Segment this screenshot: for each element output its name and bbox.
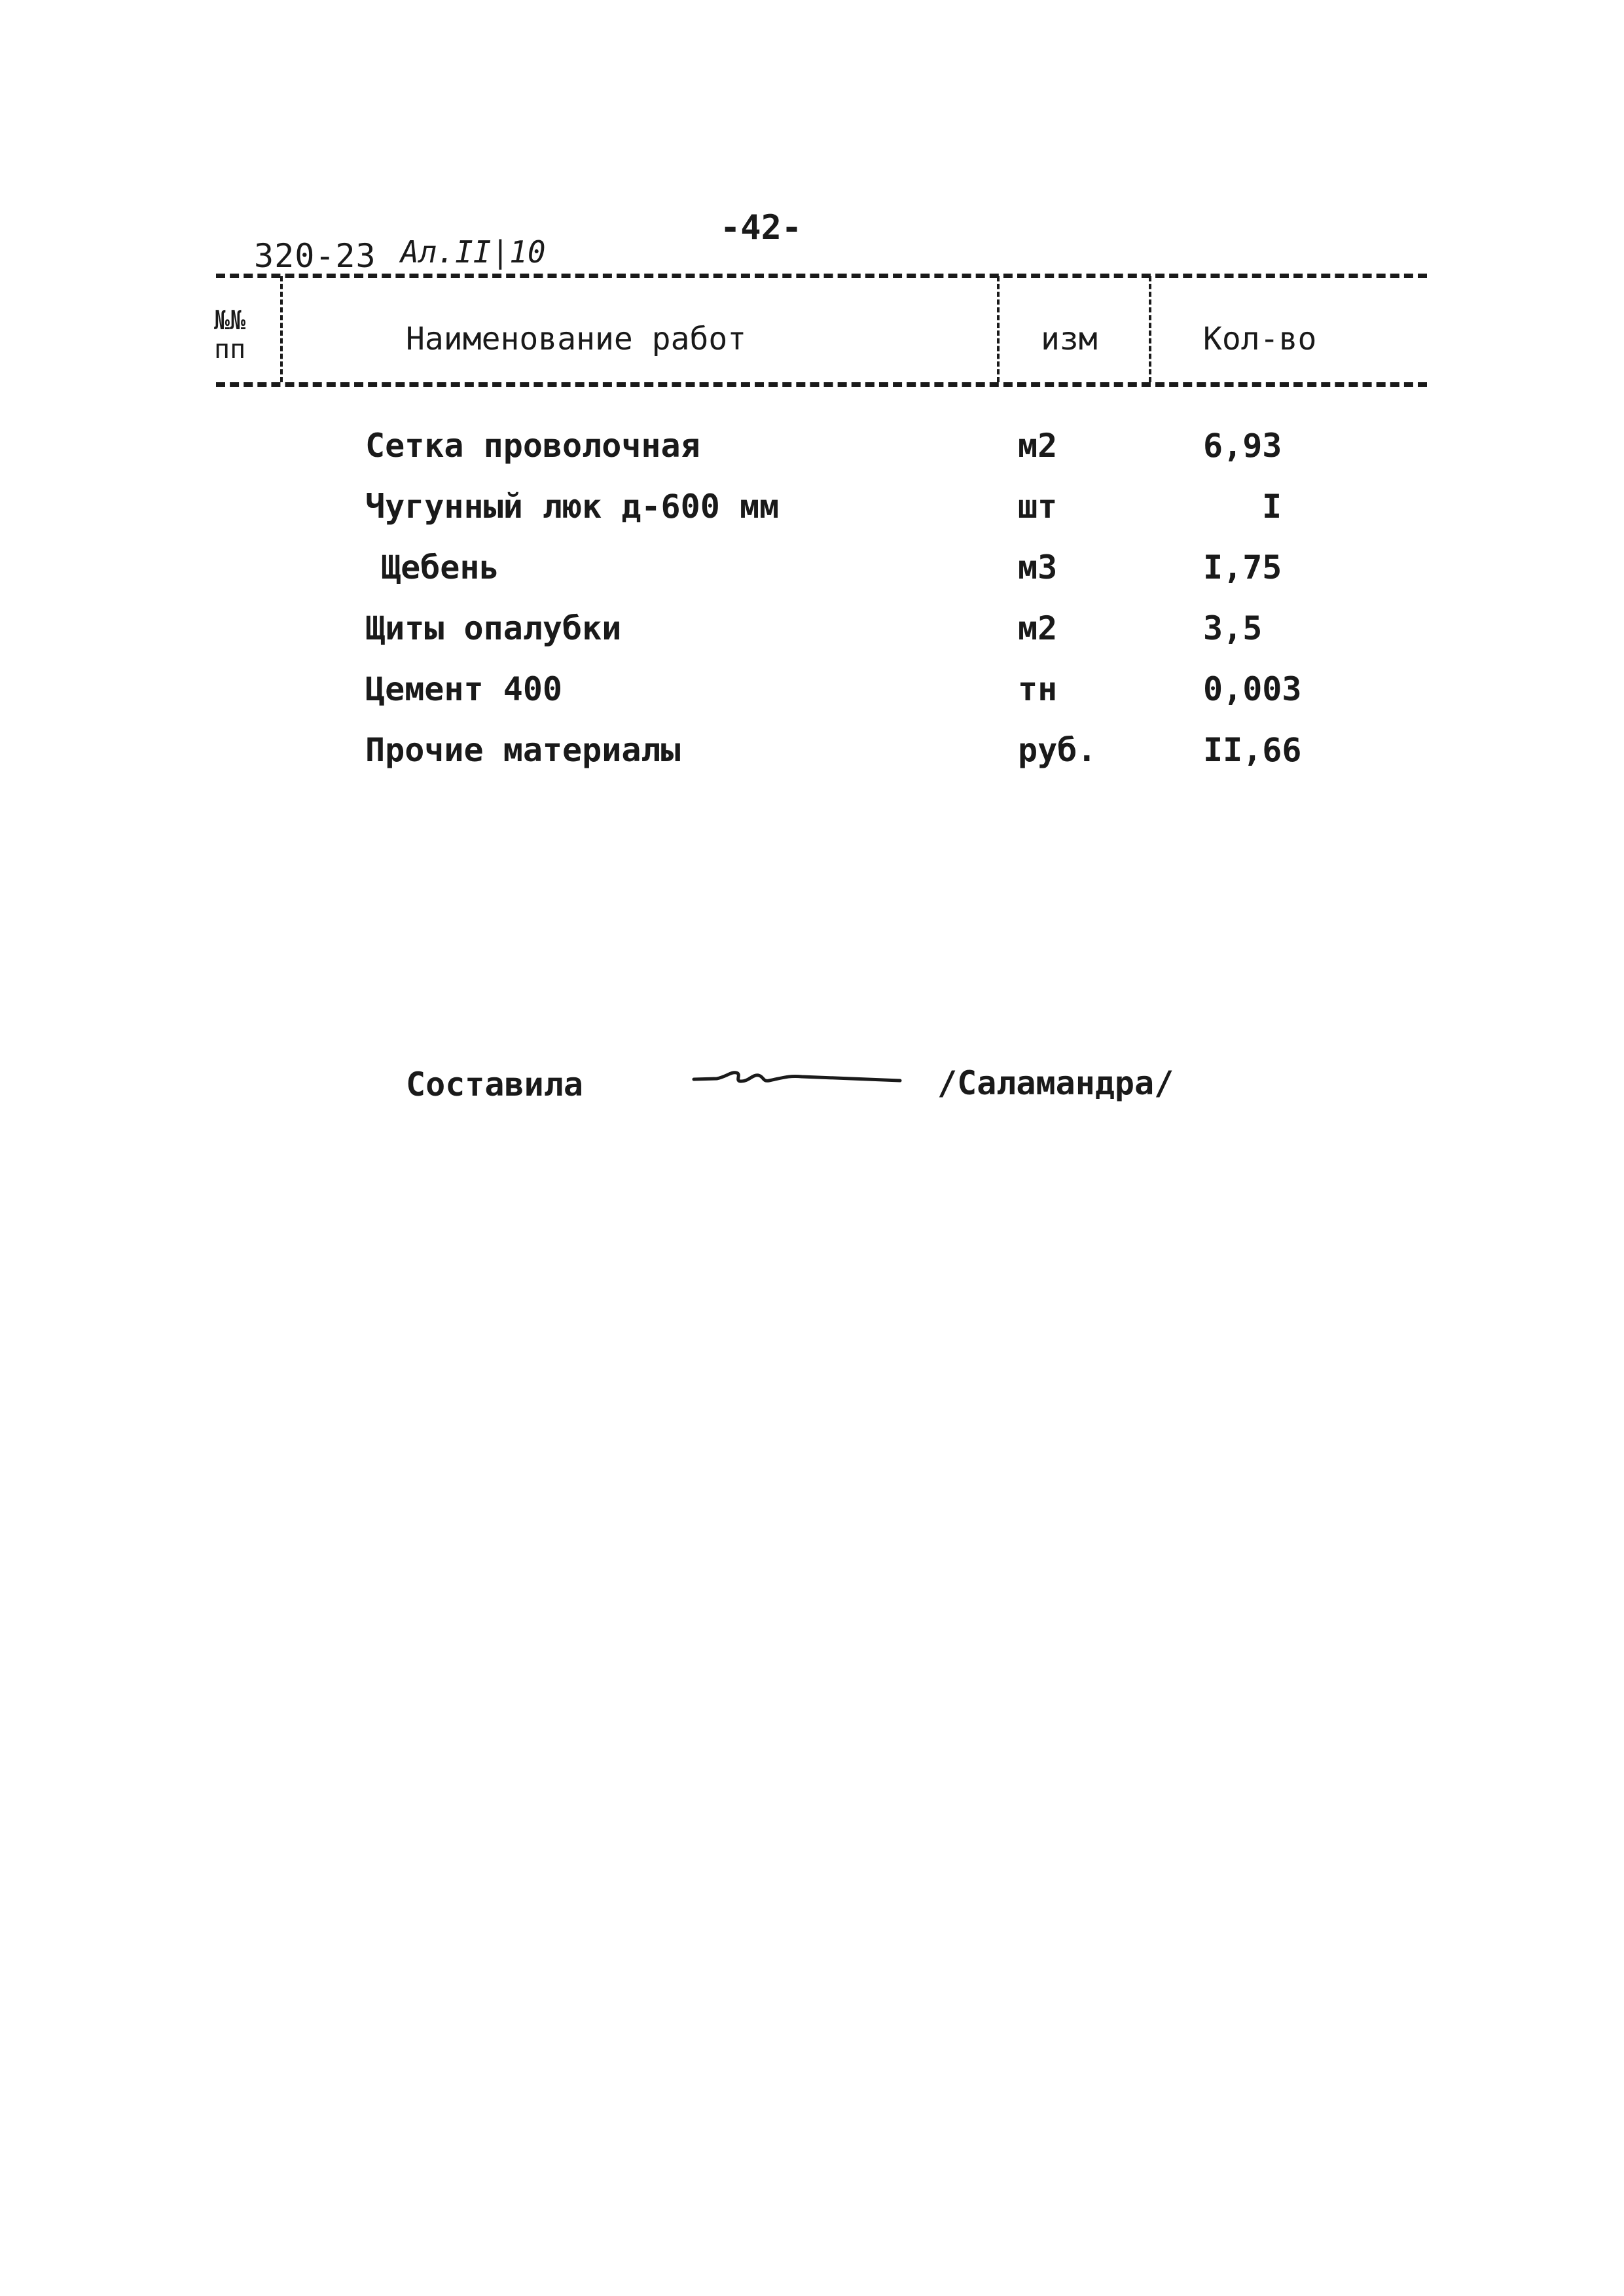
column-divider-unit bbox=[1149, 276, 1151, 382]
table-row-quantity: II,66 bbox=[1203, 731, 1302, 769]
column-header-unit: изм bbox=[1041, 321, 1098, 357]
table-row-name: Щиты опалубки bbox=[365, 609, 622, 647]
compiled-by-label: Составила bbox=[406, 1066, 583, 1103]
table-row-quantity: I,75 bbox=[1203, 548, 1282, 586]
column-header-number: №№ пп bbox=[214, 306, 246, 365]
column-divider-name bbox=[997, 276, 1000, 382]
table-row-name: Чугунный люк д-600 мм bbox=[365, 488, 780, 526]
table-row-unit: руб. bbox=[1018, 731, 1097, 769]
table-row-unit: шт bbox=[1018, 488, 1058, 526]
document-code: 320-23 bbox=[254, 237, 376, 275]
table-row-quantity: 6,93 bbox=[1203, 427, 1282, 465]
table-row-unit: м3 bbox=[1018, 548, 1058, 586]
table-row-quantity: 3,5 bbox=[1203, 609, 1263, 647]
table-header-rule bbox=[216, 382, 1427, 387]
column-header-name: Наименование работ bbox=[406, 321, 747, 357]
table-row-name: Щебень bbox=[381, 548, 499, 586]
table-row-unit: м2 bbox=[1018, 609, 1058, 647]
sheet-reference: Ал.II|10 bbox=[401, 234, 546, 270]
table-row-quantity: 0,003 bbox=[1203, 670, 1302, 708]
column-header-quantity: Кол-во bbox=[1203, 321, 1317, 357]
handwritten-signature bbox=[691, 1057, 907, 1096]
table-row-name: Сетка проволочная bbox=[365, 427, 700, 465]
compiler-name: /Саламандра/ bbox=[937, 1064, 1174, 1102]
page-number: -42- bbox=[720, 208, 803, 247]
column-divider-num bbox=[280, 276, 283, 382]
table-row-name: Цемент 400 bbox=[365, 670, 563, 708]
table-row-quantity: I bbox=[1262, 488, 1282, 526]
table-row-name: Прочие материалы bbox=[365, 731, 681, 769]
table-row-unit: м2 bbox=[1018, 427, 1058, 465]
table-top-rule bbox=[216, 274, 1427, 278]
table-row-unit: тн bbox=[1018, 670, 1058, 708]
